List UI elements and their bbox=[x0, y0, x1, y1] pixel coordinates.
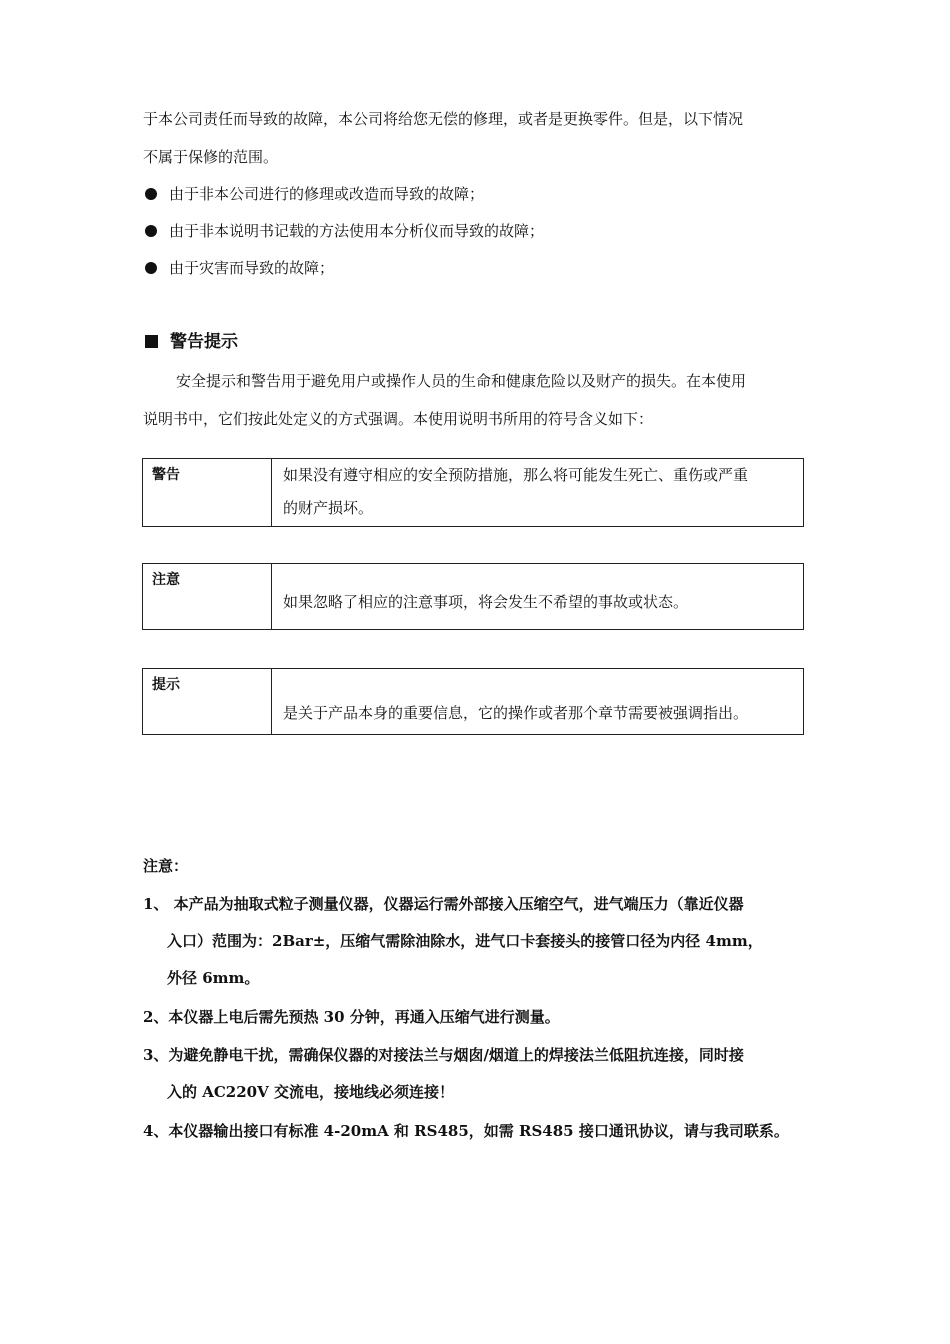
exclusion-item bbox=[145, 258, 334, 278]
notice-text-line: 的财产损坏。 bbox=[283, 499, 374, 517]
exclusion-text: 由于灾害而导致的故障； bbox=[169, 259, 335, 277]
bullet-dot-icon bbox=[145, 262, 157, 274]
notice-box-tip bbox=[142, 668, 804, 735]
notice-box-warning bbox=[142, 458, 804, 527]
exclusion-item bbox=[145, 221, 544, 241]
exclusion-item bbox=[145, 184, 484, 204]
section-title-text: 警告提示 bbox=[170, 332, 238, 352]
notice-text-line: 如果没有遵守相应的安全预防措施，那么将可能发生死亡、重伤或严重 bbox=[283, 466, 749, 484]
note-item-3-line-1: 3、为避免静电干扰，需确保仪器的对接法兰与烟囱/烟道上的焊接法兰低阻抗连接，同时接 bbox=[143, 1046, 744, 1064]
notice-label: 注意 bbox=[143, 564, 272, 629]
notice-text-line: 如果忽略了相应的注意事项，将会发生不希望的事故或状态。 bbox=[283, 593, 689, 611]
square-bullet-icon bbox=[145, 335, 158, 348]
exclusion-text: 由于非本说明书记载的方法使用本分析仪而导致的故障； bbox=[169, 222, 545, 240]
notice-label: 提示 bbox=[143, 669, 272, 734]
note-item-4: 4、本仪器输出接口有标准 4-20mA 和 RS485，如需 RS485 接口通讯协议，请与我司联系。 bbox=[143, 1122, 789, 1140]
note-item-1-line-3: 外径 6mm。 bbox=[167, 969, 260, 987]
note-item-2: 2、本仪器上电后需先预热 30 分钟，再通入压缩气进行测量。 bbox=[143, 1008, 560, 1026]
notice-description bbox=[272, 669, 803, 734]
exclusion-text: 由于非本公司进行的修理或改造而导致的故障； bbox=[169, 185, 485, 203]
warning-para-line-1: 安全提示和警告用于避免用户或操作人员的生命和健康危险以及财产的损失。在本使用 bbox=[176, 372, 747, 390]
note-item-1-line-2: 入口）范围为：2Bar±，压缩气需除油除水，进气口卡套接头的接管口径为内径 4mm， bbox=[167, 932, 763, 950]
intro-line-1: 于本公司责任而导致的故障，本公司将给您无偿的修理，或者是更换零件。但是，以下情况 bbox=[143, 110, 744, 128]
note-item-1-line-1: 1、 本产品为抽取式粒子测量仪器，仪器运行需外部接入压缩空气，进气端压力（靠近仪器 bbox=[143, 895, 744, 913]
intro-line-2: 不属于保修的范围。 bbox=[143, 148, 279, 166]
notice-description bbox=[272, 459, 803, 526]
notice-text-line: 是关于产品本身的重要信息，它的操作或者那个章节需要被强调指出。 bbox=[283, 704, 749, 722]
section-title bbox=[145, 330, 238, 354]
notice-label: 警告 bbox=[143, 459, 272, 526]
notes-heading: 注意： bbox=[143, 857, 189, 875]
notice-description bbox=[272, 564, 803, 629]
bullet-dot-icon bbox=[145, 188, 157, 200]
bullet-dot-icon bbox=[145, 225, 157, 237]
notice-box-caution bbox=[142, 563, 804, 630]
note-item-3-line-2: 入的 AC220V 交流电，接地线必须连接！ bbox=[167, 1083, 454, 1101]
warning-para-line-2: 说明书中，它们按此处定义的方式强调。本使用说明书所用的符号含义如下： bbox=[143, 410, 654, 428]
